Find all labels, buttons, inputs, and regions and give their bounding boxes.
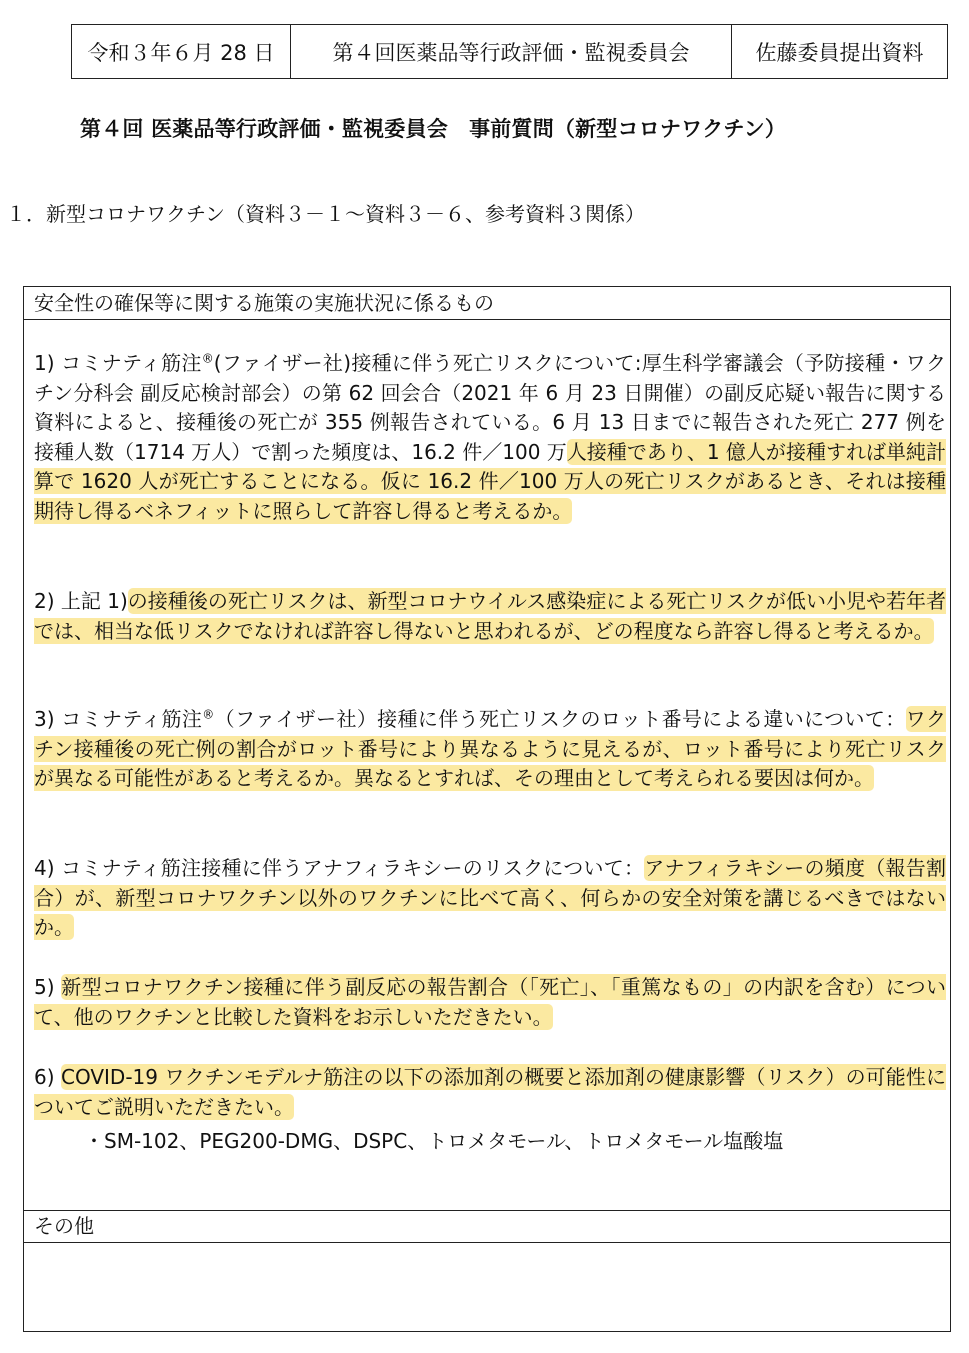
q3-text-a: 3) コミナティ筋注 [34, 707, 203, 731]
q6-highlight: COVID-19 ワクチンモデルナ筋注の以下の添加剤の概要と添加剤の健康影響（リスク）の可能性についてご説明いただきたい。 [34, 1065, 946, 1119]
q6-text-a: 6) [34, 1065, 61, 1089]
question-6 [34, 1063, 946, 1122]
section-heading: １．新型コロナワクチン（資料３－１～資料３－６、参考資料３関係） [6, 202, 645, 226]
q5-text-a: 5) [34, 975, 62, 999]
q5-highlight: 新型コロナワクチン接種に伴う副反応の報告割合（「死亡」、「重篤なもの」の内訳を含む）について、他のワクチンと比較した資料をお示しいただきたい。 [34, 975, 946, 1029]
q3-text-c: （ファイザー社）接種に伴う死亡リスクのロット番号による違いについて： [214, 707, 906, 731]
q4-highlight: アナフィラキシーの頻度（報告割合）が、新型コロナワクチン以外のワクチンに比べて高く、何らかの安全対策を講じるべきではないか。 [34, 856, 947, 940]
question-2 [34, 587, 946, 646]
questions-box [23, 286, 951, 1332]
box-header: 安全性の確保等に関する施策の実施状況に係るもの [24, 287, 950, 320]
header-submitter: 佐藤委員提出資料 [732, 25, 948, 79]
q1-text-c: (ファイザー社)接種に伴う死亡リスクについて:厚生科学審議会（予防接種・ワクチン分科会 副反応検討部会）の第 62 回会合（2021 年 6 月 23 日開催）の副反応疑い報告に関する資料によると、接種後の死亡が 355 例報告されている。6 月 13 日までに報告された死亡 277 例を接種人数（1714 万人）で割った頻度は、16.2 件／100 万 [34, 351, 946, 464]
document-title: 第４回 医薬品等行政評価・監視委員会 事前質問（新型コロナワクチン） [80, 117, 787, 141]
q1-registered-mark: ® [201, 351, 214, 366]
q4-text-a: 4) コミナティ筋注接種に伴うアナフィラキシーのリスクについて： [34, 856, 645, 880]
question-3 [34, 705, 946, 794]
q1-highlight: 人接種であり、1 億人が接種すれば単純計算で 1620 人が死亡することになる。仮に 16.2 件／100 万人の死亡リスクがあるとき、それは接種期待し得るベネフィットに照らして許容し得ると考えるか。 [34, 439, 946, 523]
q2-text-a: 2) 上記 1) [34, 589, 128, 613]
q2-highlight: の接種後の死亡リスクは、新型コロナウイルス感染症による死亡リスクが低い小児や若年者では、相当な低リスクでなければ許容し得ないと思われるが、どの程度なら許容し得ると考えるか。 [34, 589, 946, 643]
question-4 [34, 854, 946, 943]
q3-registered-mark: ® [202, 707, 215, 722]
header-date: 令和３年６月 28 日 [72, 25, 291, 79]
header-meeting: 第４回医薬品等行政評価・監視委員会 [291, 25, 732, 79]
question-5 [34, 973, 946, 1032]
q3-highlight: ワクチン接種後の死亡例の割合がロット番号により異なるように見えるが、ロット番号により死亡リスクが異なる可能性があると考えるか。異なるとすれば、その理由として考えられる要因は何か。 [34, 707, 946, 791]
other-header: その他 [24, 1210, 950, 1243]
header-table [71, 24, 948, 79]
question-1 [34, 349, 946, 527]
additive-list: ・SM-102、PEG200-DMG、DSPC、トロメタモール、トロメタモール塩酸塩 [84, 1129, 784, 1153]
q1-text-a: 1) コミナティ筋注 [34, 351, 202, 375]
